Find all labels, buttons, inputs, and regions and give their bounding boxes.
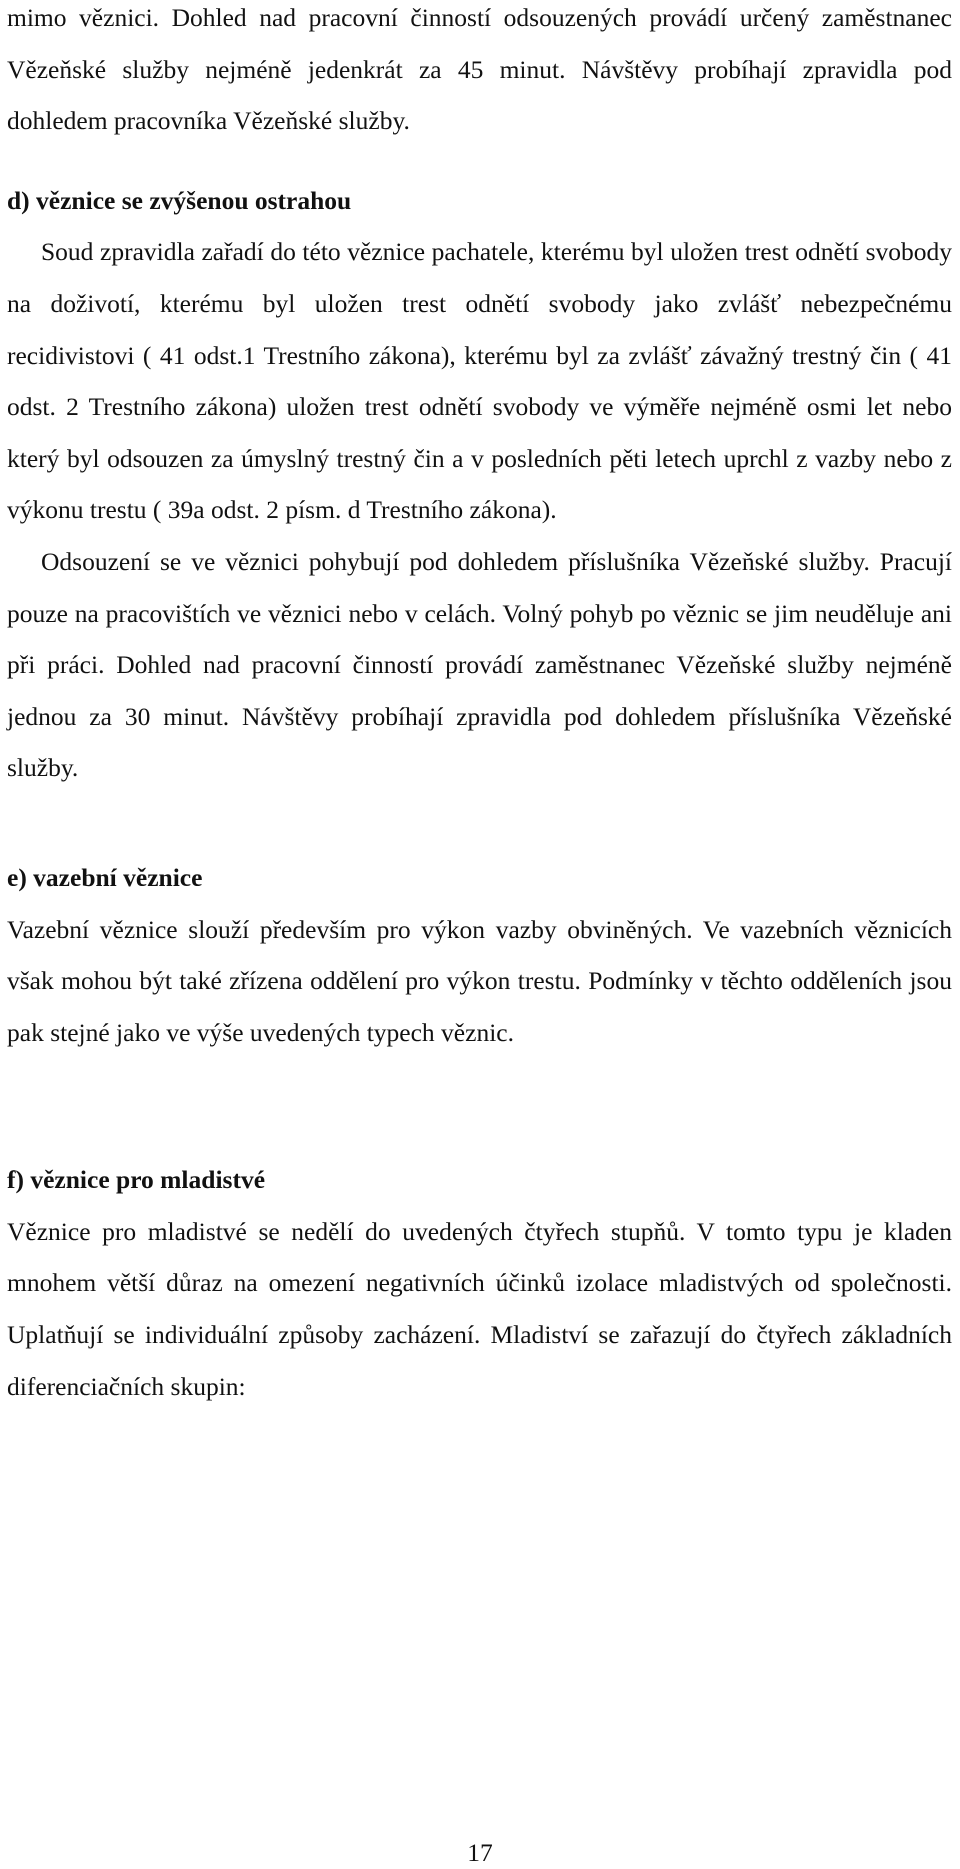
document-page xyxy=(7,0,952,1412)
section-d-heading: d) věznice se zvýšenou ostrahou xyxy=(7,185,352,215)
section-e-heading: e) vazební věznice xyxy=(7,862,203,892)
section-f-paragraph-1: Věznice pro mladistvé se nedělí do uvedených čtyřech stupňů. V tomto typu je kladen mnohem větší důraz na omezení negativních účinků izolace mladistvých od společnosti. Uplatňují se individuální způsoby zacházení. Mladiství se zařazují do čtyřech základních diferenciačních skupin: xyxy=(7,1216,952,1401)
section-f-heading: f) věznice pro mladistvé xyxy=(7,1165,266,1195)
intro-paragraph: mimo věznici. Dohled nad pracovní činností odsouzených provádí určený zaměstnanec Vězeňské služby nejméně jedenkrát za 45 minut. Návštěvy probíhají zpravidla pod dohledem pracovníka Vězeňské služby. xyxy=(7,3,952,136)
page-number: 17 xyxy=(467,1838,493,1867)
section-e-paragraph-1: Vazební věznice slouží především pro výkon vazby obviněných. Ve vazebních věznicích však mohou být také zřízena oddělení pro výkon trestu. Podmínky v těchto odděleních jsou pak stejné jako ve výše uvedených typech věznic. xyxy=(7,914,952,1047)
section-d-paragraph-1: Soud zpravidla zařadí do této věznice pachatele, kterému byl uložen trest odnětí svobody na doživotí, kterému byl uložen trest odnětí svobody jako zvlášť nebezpečnému recidivistovi ( 41 odst.1 Trestního zákona), kterému byl za zvlášť závažný trestný čin ( 41 odst. 2 Trestního zákona) uložen trest odnětí svobody ve výměře nejméně osmi let nebo který byl odsouzen za úmyslný trestný čin a v posledních pěti letech uprchl z vazby nebo z výkonu trestu ( 39a odst. 2 písm. d Trestního zákona). xyxy=(7,237,952,525)
section-d-paragraph-2: Odsouzení se ve věznici pohybují pod dohledem příslušníka Vězeňské služby. Pracují pouze na pracovištích ve věznici nebo v celách. Volný pohyb po věznic se jim neuděluje ani při práci. Dohled nad pracovní činností provádí zaměstnanec Vězeňské služby nejméně jednou za 30 minut. Návštěvy probíhají zpravidla pod dohledem příslušníka Vězeňské služby. xyxy=(7,546,952,783)
